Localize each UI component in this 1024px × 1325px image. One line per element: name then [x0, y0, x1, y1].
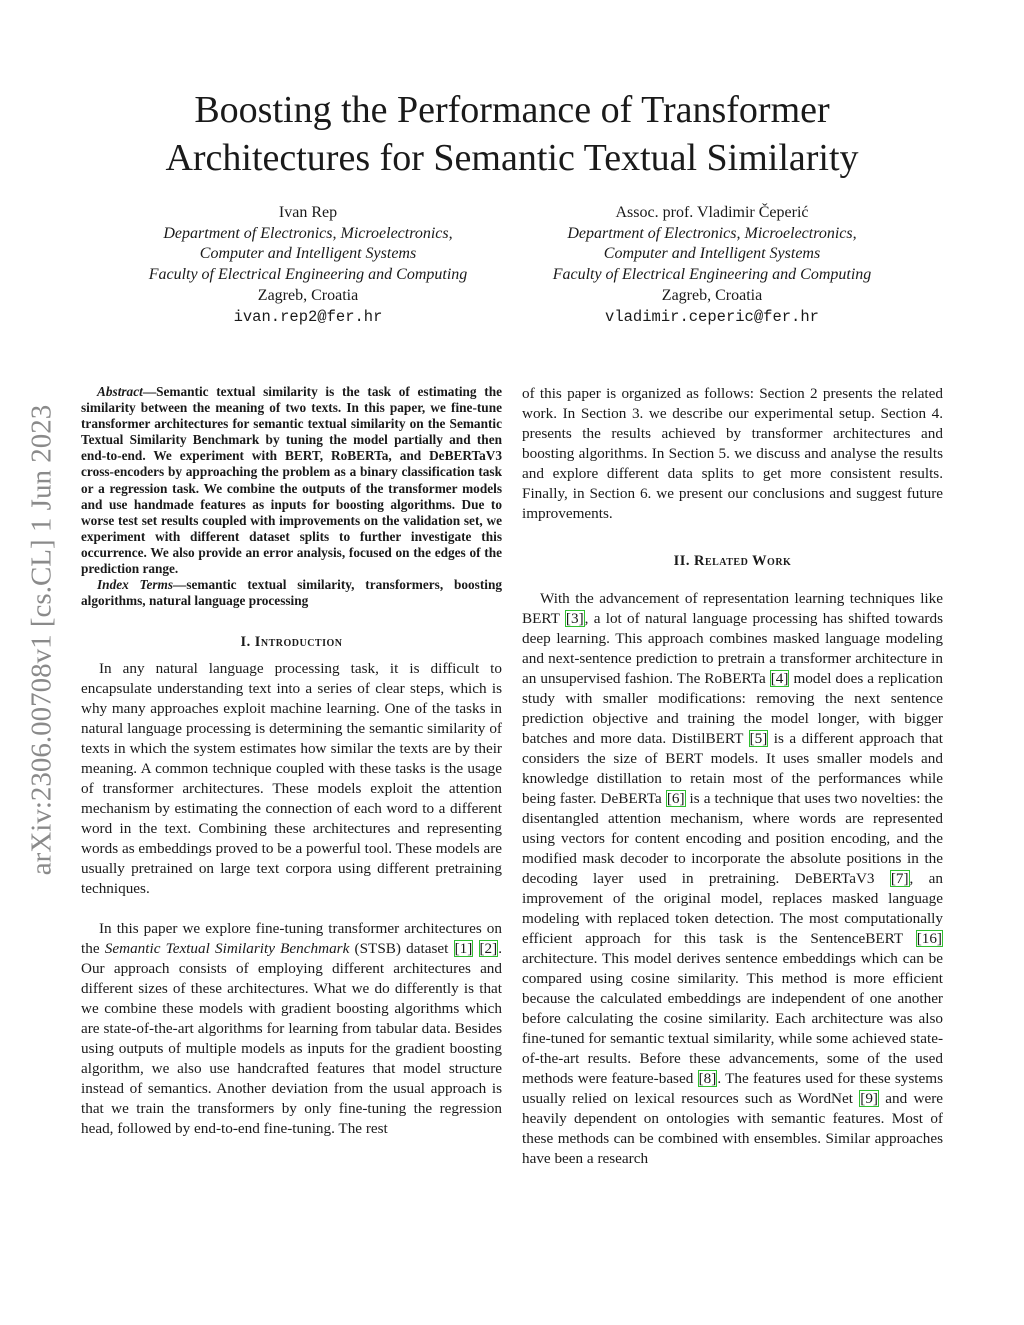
author-faculty: Faculty of Electrical Engineering and Computing — [552, 266, 872, 284]
author-city: Zagreb, Croatia — [257, 286, 359, 304]
citation-link-3[interactable]: [3] — [565, 610, 584, 627]
citation-link-8[interactable]: [8] — [698, 1070, 717, 1087]
benchmark-name: Semantic Textual Similarity Benchmark — [104, 940, 350, 958]
author-name: Assoc. prof. Vladimir Čeperić — [615, 204, 809, 221]
author-department-line-1: Department of Electronics, Microelectronics, — [163, 224, 453, 242]
citation-link-2[interactable]: [2] — [479, 940, 498, 958]
title-line-2: Architectures for Semantic Textual Similarity — [165, 137, 859, 179]
author-name: Ivan Rep — [278, 204, 338, 221]
related-text-9: and were heavily dependent on ontologies with semantic features. Most of these methods can be combined with ensembles. Similar approaches have been a research — [522, 1090, 943, 1167]
related-text-2: , a lot of natural language processing has shifted towards deep learning. This approach combines masked language modeling and next-sentence prediction to pretrain a transformer architecture in an unsupervised fashion. The RoBERTa — [522, 610, 943, 687]
related-text-4: is a different approach that considers the size of BERT models. It uses smaller models and knowledge distillation to retain most of the performances while being faster. DeBERTa — [522, 730, 943, 807]
title-line-1: Boosting the Performance of Transformer — [194, 89, 830, 131]
intro-paragraph-2 — [81, 919, 502, 1139]
right-column — [522, 384, 943, 1169]
related-text-3: model does a replication study with smaller modifications: removing the next sentence prediction objective and training the model longer, with bigger batches and more data. DistilBERT — [522, 670, 943, 747]
citation-link-6[interactable]: [6] — [666, 790, 685, 807]
citation-link-9[interactable]: [9] — [860, 1090, 878, 1107]
citation-link-16[interactable]: [16] — [916, 930, 942, 947]
related-text-1: With the advancement of representation learning techniques like BERT — [522, 590, 943, 627]
intro-p2-text-a: In this paper we explore fine-tuning transformer architectures on the — [81, 920, 502, 958]
section-heading-related-work: II. Related Work — [673, 553, 792, 569]
section-heading-introduction: I. Introduction — [240, 634, 343, 651]
index-terms — [81, 577, 502, 609]
intro-paragraph-1: In any natural language processing task, it is difficult to encapsulate understanding text into a series of clear steps, which is why many approaches exploit machine learning. One of the tasks in natural language processing is determining the semantic similarity of texts in which the system estimates how similar the texts are by their meaning. A common technique coupled with these tasks is the usage of transformer architectures. These models exploit the attention mechanism by estimating the connection of each word to a different word in the text. Combining these architectures and representing words as embeddings proved to be a powerful tool. These models are usually pretrained on large text corpora using different pretraining techniques. — [81, 660, 502, 898]
author-email: vladimir.ceperic@fer.hr — [605, 307, 819, 326]
related-text-7: architecture. This model derives sentence embeddings which can be compared using cosine similarity. This method is more efficient because the calculated embeddings are independent of one another before calculating the cosine similarity. Each architecture was also fine-tuned for semantic textual similarity, while some achieved state-of-the-art results. Before these advancements, some of the used methods were feature-based — [522, 950, 943, 1087]
related-text-8: . The features used for these systems usually relied on lexical resources such as WordNet — [522, 1070, 943, 1107]
index-terms-text: —semantic textual similarity, transformers, boosting algorithms, natural language processing — [81, 577, 502, 609]
intro-p2-text-c: . Our approach consists of employing different architectures and different sizes of these architectures. What we do differently is that we combine these models with gradient boosting algorithms which are state-of-the-art algorithms for learning from tabular data. Besides using outputs of multiple models as inputs for the gradient boosting algorithm, we also use handcrafted features that model structure instead of semantics. Another deviation from the usual approach is that we train the transformers by only fine-tuning the regression head, followed by end-to-end fine-tuning. The rest — [81, 940, 503, 1138]
intro-paragraph-3: of this paper is organized as follows: Section 2 presents the related work. In Section 3. we describe our experimental setup. Section 4. presents the results achieved by transformer architectures and boosting algorithms. In Section 5. we discuss and analyse the results and explore different data splits to get more consistent results. Finally, in Section 6. we present our conclusions and suggest future improvements. — [522, 385, 943, 522]
abstract-text: —Semantic textual similarity is the task of estimating the similarity between the meaning of two texts. In this paper, we fine-tune transformer architectures for semantic textual similarity on the Semantic Textual Similarity Benchmark by tuning the model partially and then end-to-end. We experiment with BERT, RoBERTa, and DeBERTaV3 cross-encoders by approaching the problem as a binary classification task or a regression task. We combine the outputs of the transformer models and use handmade features as inputs for boosting algorithms. Due to worse test set results coupled with improvements on the validation set, we experiment with different dataset splits to further investigate this occurrence. We also provide an error analysis, focused on the edges of the prediction range. — [81, 384, 502, 577]
left-column — [81, 384, 502, 1139]
index-terms-label: Index Terms — [97, 577, 174, 593]
citation-link-1[interactable]: [1] — [454, 940, 473, 958]
author-department-line-1: Department of Electronics, Microelectronics, — [567, 224, 857, 242]
arxiv-identifier: arXiv:2306.00708v1 [cs.CL] 1 Jun 2023 — [25, 404, 58, 876]
author-city: Zagreb, Croatia — [661, 286, 763, 304]
citation-link-7[interactable]: [7] — [890, 870, 909, 887]
author-email: ivan.rep2@fer.hr — [233, 307, 383, 326]
abstract — [81, 384, 502, 577]
abstract-label: Abstract — [97, 384, 143, 399]
related-work-paragraph — [522, 589, 943, 1169]
paper-title — [82, 86, 942, 182]
author-block-2 — [502, 203, 922, 327]
author-department-line-2: Computer and Intelligent Systems — [199, 245, 417, 263]
author-department-line-2: Computer and Intelligent Systems — [603, 245, 821, 263]
related-text-5: is a technique that uses two novelties: the disentangled attention mechanism, where words are represented using vectors for content encoding and position encoding, and the modified mask decoder to incorporate the absolute positions in the decoding layer used in pretraining. DeBERTaV3 — [522, 790, 943, 887]
citation-link-5[interactable]: [5] — [749, 730, 768, 747]
citation-link-4[interactable]: [4] — [770, 670, 789, 687]
author-block-1 — [98, 203, 518, 327]
related-text-6: , an improvement of the original model, replaces masked language modeling with replaced token detection. The most computationally efficient approach for this task is the SentenceBERT — [522, 870, 943, 947]
author-faculty: Faculty of Electrical Engineering and Computing — [148, 266, 468, 284]
intro-p2-text-b: (STSB) dataset — [349, 940, 454, 958]
